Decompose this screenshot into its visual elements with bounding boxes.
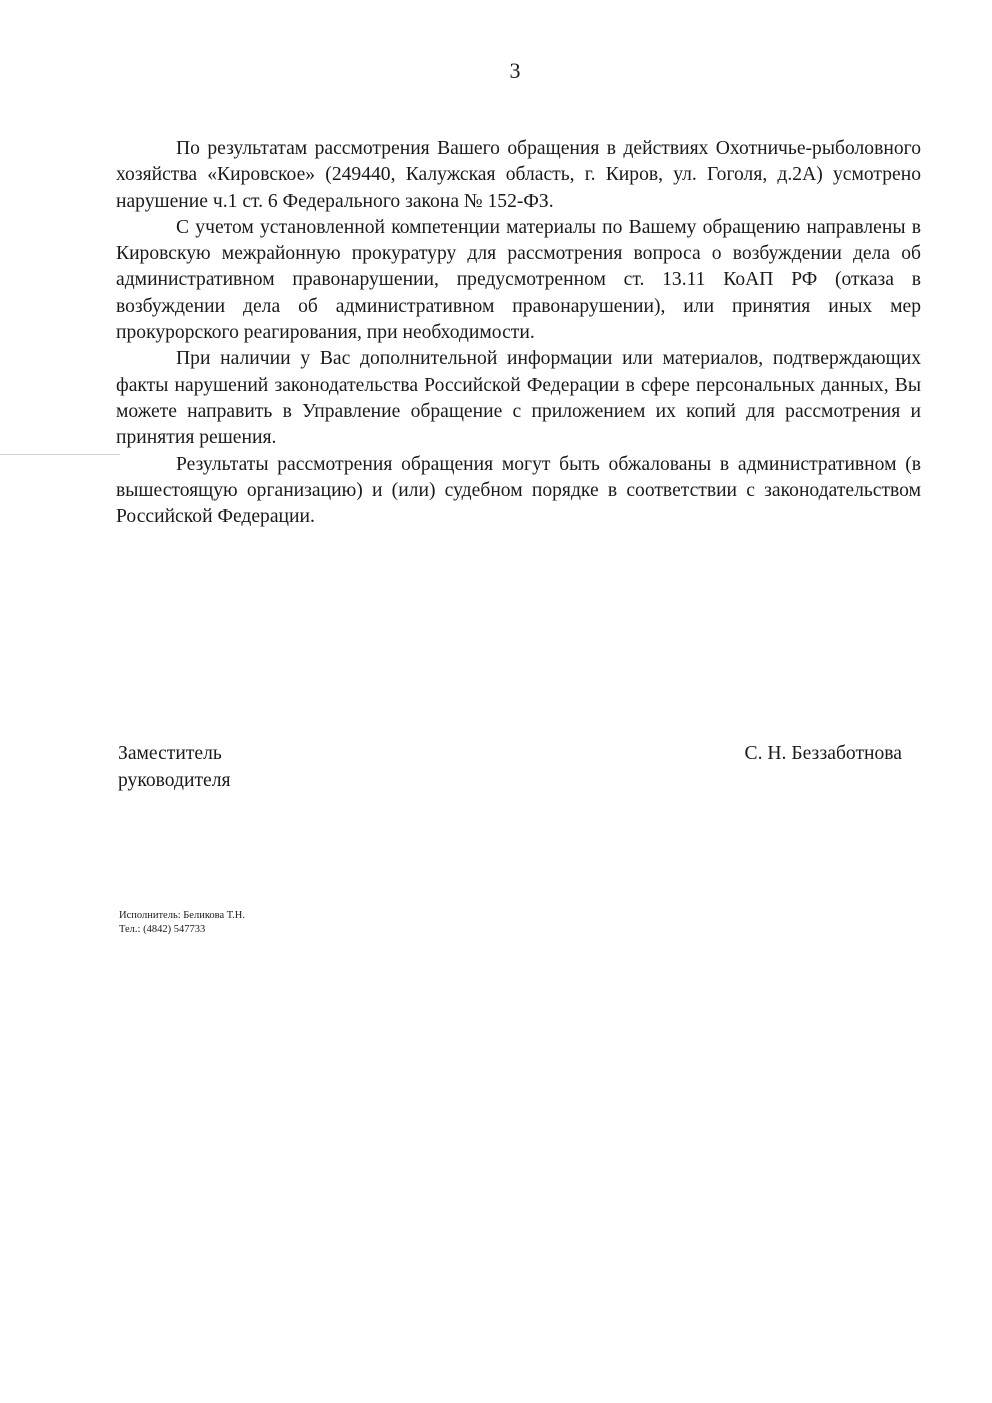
signatory-position-line2: руководителя [118,770,231,791]
paragraph-additional-information: При наличии у Вас дополнительной информации или материалов, подтверждающих факты нарушений законодательства Российской Федерации в сфере персональных данных, Вы можете направить в Управление обращение с приложением их копий для рассмотрения и принятия решения. [116,348,921,449]
paragraph-appeal-rights: Результаты рассмотрения обращения могут быть обжалованы в административном (в вышестоящую организацию) и (или) судебном порядке в соответствии с законодательством Российской Федерации. [116,453,921,528]
executor-info [119,909,245,937]
signatory-name: С. Н. Беззаботнова [744,743,902,764]
letter-body [116,136,921,530]
signatory-position-line1: Заместитель [118,743,222,764]
page-number: 3 [509,58,521,83]
executor-name: Исполнитель: Беликова Т.Н. [119,910,245,921]
paragraph-referral-to-prosecutor: С учетом установленной компетенции материалы по Вашему обращению направлены в Кировскую межрайонную прокуратуру для рассмотрения вопроса о возбуждении дела об административном правонарушении, предусмотренном ст. 13.11 КоАП РФ (отказа в возбуждении дела об административном правонарушении), или принятия иных мер прокурорского реагирования, при необходимости. [116,216,921,344]
signatory-position [118,740,318,794]
scan-artifact-line [0,454,120,455]
executor-phone: Тел.: (4842) 547733 [119,924,206,935]
paragraph-violation-finding: По результатам рассмотрения Вашего обращения в действиях Охотничье-рыболовного хозяйства «Кировское» (249440, Калужская область, г. Киров, ул. Гоголя, д.2А) усмотрено нарушение ч.1 ст. 6 Федерального закона № 152-ФЗ. [116,138,921,212]
